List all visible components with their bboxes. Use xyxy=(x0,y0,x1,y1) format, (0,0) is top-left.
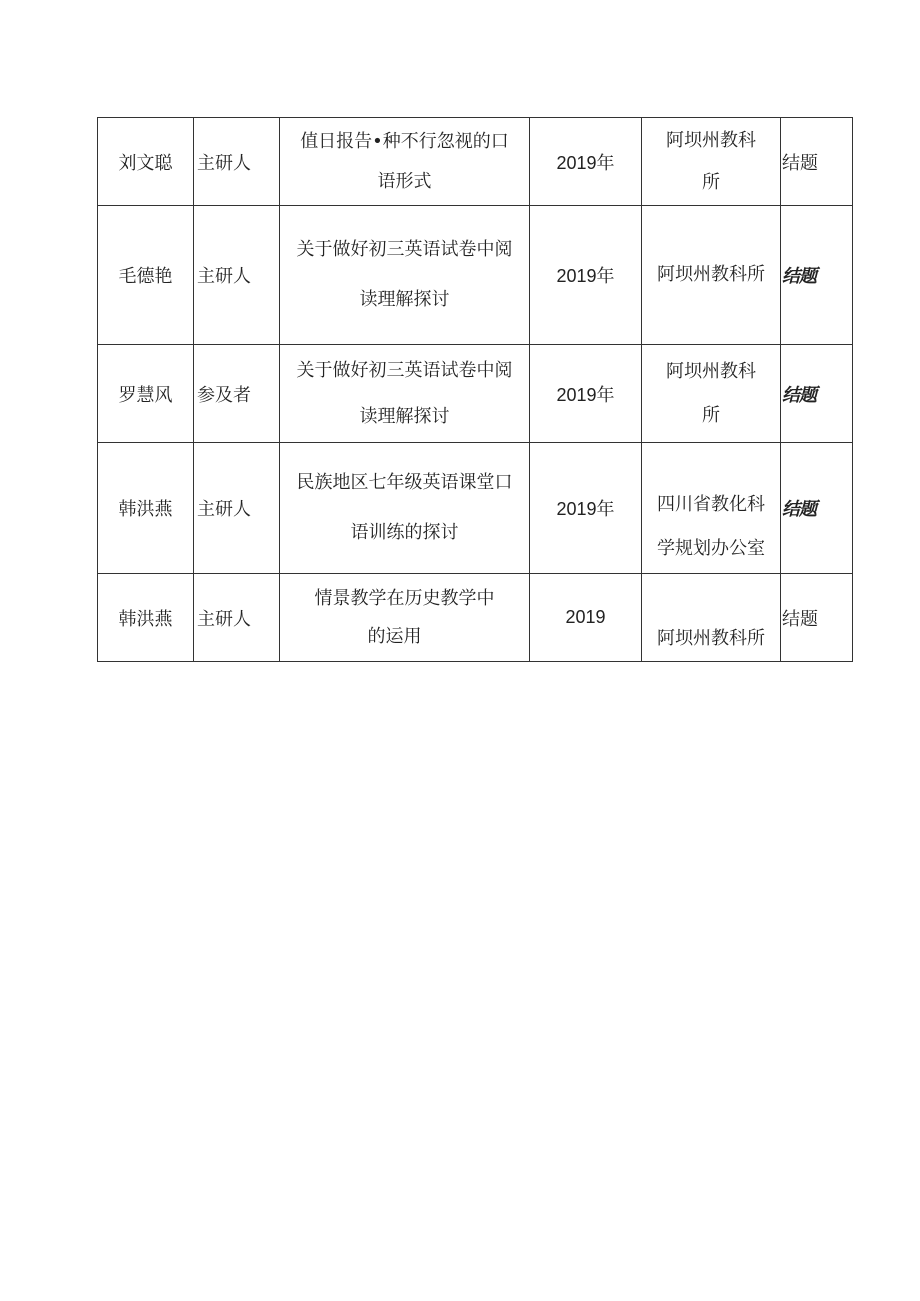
project-title-line: 值日报告•种不行忽视的口 xyxy=(300,130,509,152)
researcher-name: 毛德艳 xyxy=(98,206,194,345)
organization-line: 所 xyxy=(702,171,720,193)
project-year: 2019年 xyxy=(530,345,642,443)
table-row xyxy=(98,574,853,662)
organization-line: 阿坝州教科所 xyxy=(657,628,765,649)
project-title xyxy=(280,443,530,574)
research-records-table xyxy=(97,117,853,662)
project-title xyxy=(280,345,530,443)
project-organization xyxy=(642,574,781,662)
project-title-line: 情景教学在历史教学中 xyxy=(314,587,495,609)
table-row xyxy=(98,118,853,206)
project-status: 结题 xyxy=(781,345,853,443)
organization-line: 所 xyxy=(702,404,720,426)
table-row xyxy=(98,443,853,574)
project-title-line: 关于做好初三英语试卷中阅 xyxy=(296,359,513,381)
researcher-name: 罗慧风 xyxy=(98,345,194,443)
project-organization xyxy=(642,345,781,443)
project-title xyxy=(280,574,530,662)
project-status: 结题 xyxy=(781,206,853,345)
researcher-role: 主研人 xyxy=(194,118,280,206)
project-year: 2019年 xyxy=(530,443,642,574)
project-year: 2019 xyxy=(530,574,642,662)
researcher-name: 韩洪燕 xyxy=(98,443,194,574)
project-title-line: 的运用 xyxy=(367,625,422,647)
organization-line: 四川省教化科 xyxy=(657,494,765,515)
table-row xyxy=(98,345,853,443)
project-title-line: 民族地区七年级英语课堂口 xyxy=(296,472,513,493)
project-title-line: 语形式 xyxy=(377,170,432,192)
project-status: 结题 xyxy=(781,574,853,662)
project-year: 2019年 xyxy=(530,206,642,345)
project-title xyxy=(280,206,530,345)
project-title-line: 读理解探讨 xyxy=(359,289,450,310)
project-organization xyxy=(642,206,781,345)
organization-line: 学规划办公室 xyxy=(657,538,765,559)
researcher-role: 参及者 xyxy=(194,345,280,443)
project-organization xyxy=(642,118,781,206)
project-status: 结题 xyxy=(781,443,853,574)
table-row xyxy=(98,206,853,345)
organization-line: 阿坝州教科 xyxy=(666,360,756,382)
project-title xyxy=(280,118,530,206)
researcher-name: 刘文聪 xyxy=(98,118,194,206)
project-status: 结题 xyxy=(781,118,853,206)
project-year: 2019年 xyxy=(530,118,642,206)
researcher-role: 主研人 xyxy=(194,443,280,574)
project-title-line: 关于做好初三英语试卷中阅 xyxy=(296,239,513,260)
researcher-role: 主研人 xyxy=(194,574,280,662)
researcher-role: 主研人 xyxy=(194,206,280,345)
project-organization xyxy=(642,443,781,574)
project-title-line: 读理解探讨 xyxy=(359,405,450,427)
researcher-name: 韩洪燕 xyxy=(98,574,194,662)
project-title-line: 语训练的探讨 xyxy=(350,522,459,543)
organization-line: 阿坝州教科 xyxy=(666,129,756,151)
organization-line: 阿坝州教科所 xyxy=(657,264,765,285)
